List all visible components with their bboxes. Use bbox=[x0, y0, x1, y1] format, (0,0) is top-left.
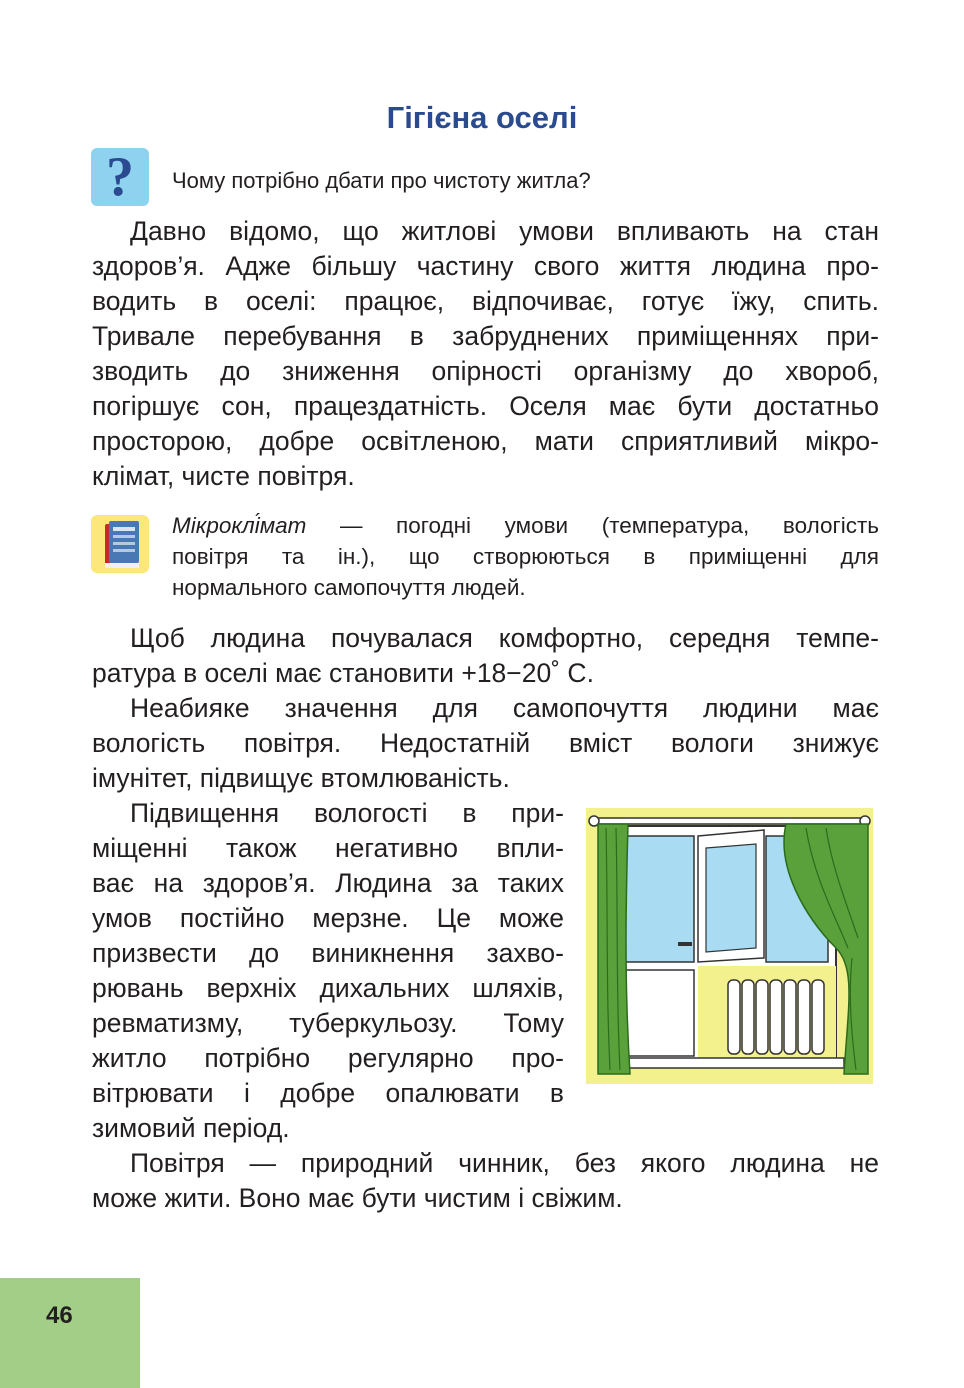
definition-line: нормального самопочуття людей. bbox=[172, 575, 526, 600]
paragraph-line: Неабияке значення для самопочуття людини має bbox=[130, 693, 879, 723]
paragraph-line: Підвищення вологості в при- bbox=[130, 798, 564, 828]
paragraph-line: може жити. Воно має бути чистим і свіжим. bbox=[92, 1183, 623, 1213]
book-icon bbox=[91, 515, 149, 573]
paragraph-line: зводить до зниження опірності організму до хвороб, bbox=[92, 356, 879, 386]
paragraph-line: рювань верхніх дихальних шляхів, bbox=[92, 973, 564, 1003]
definition-term: Мікроклі́мат bbox=[172, 513, 307, 538]
paragraph-5 bbox=[92, 1146, 879, 1216]
question-mark-icon: ? bbox=[91, 148, 149, 206]
paragraph-2 bbox=[92, 621, 879, 691]
paragraph-line: призвести до виникнення захво- bbox=[92, 938, 564, 968]
definition-line bbox=[172, 510, 879, 541]
paragraph-line: просторою, добре освітленою, мати сприятливий мікро- bbox=[92, 426, 879, 456]
paragraph-3 bbox=[92, 691, 879, 796]
page-title: Гігієна оселі bbox=[386, 100, 578, 135]
paragraph-line: погіршує сон, працездатність. Оселя має бути достатньо bbox=[92, 391, 879, 421]
paragraph-line: Повітря — природний чинник, без якого людина не bbox=[130, 1148, 879, 1178]
paragraph-line: житло потрібно регулярно про- bbox=[92, 1043, 564, 1073]
paragraph-line: вітрювати і добре опалювати в bbox=[92, 1078, 564, 1108]
definition-text: — погодні умови (температура, вологість bbox=[306, 513, 879, 538]
definition-block bbox=[172, 510, 879, 603]
paragraph-line: умов постійно мерзне. Це може bbox=[92, 903, 564, 933]
paragraph-line: імунітет, підвищує втомлюваність. bbox=[92, 763, 510, 793]
paragraph-line: Тривале перебування в забруднених приміщеннях при- bbox=[92, 321, 879, 351]
paragraph-line: міщенні також негативно впли- bbox=[92, 833, 564, 863]
definition-line: повітря та ін.), що створюються в приміщенні для bbox=[172, 544, 879, 569]
paragraph-4 bbox=[92, 796, 564, 1146]
paragraph-line: ревматизму, туберкульозу. Тому bbox=[92, 1008, 564, 1038]
paragraph-line: здоров’я. Адже більшу частину свого життя людина про- bbox=[92, 251, 879, 281]
paragraph-1 bbox=[92, 214, 879, 494]
paragraph-line: клімат, чисте повітря. bbox=[92, 461, 355, 491]
paragraph-line: вологість повітря. Недостатній вміст вологи знижує bbox=[92, 728, 879, 758]
paragraph-line: зимовий період. bbox=[92, 1113, 290, 1143]
page-number: 46 bbox=[46, 1302, 73, 1329]
paragraph-line: водить в оселі: працює, відпочиває, готує їжу, спить. bbox=[92, 286, 879, 316]
page-number-tab bbox=[0, 1278, 140, 1388]
paragraph-line: ратура в оселі має становити +18−20˚ С. bbox=[92, 658, 594, 688]
paragraph-line: Давно відомо, що житлові умови впливають на стан bbox=[130, 216, 879, 246]
question-text: Чому потрібно дбати про чистоту житла? bbox=[172, 168, 591, 193]
paragraph-line: ває на здоров’я. Людина за таких bbox=[92, 868, 564, 898]
paragraph-line: Щоб людина почувалася комфортно, середня темпе- bbox=[130, 623, 879, 653]
window-with-radiator-illustration bbox=[586, 808, 873, 1084]
